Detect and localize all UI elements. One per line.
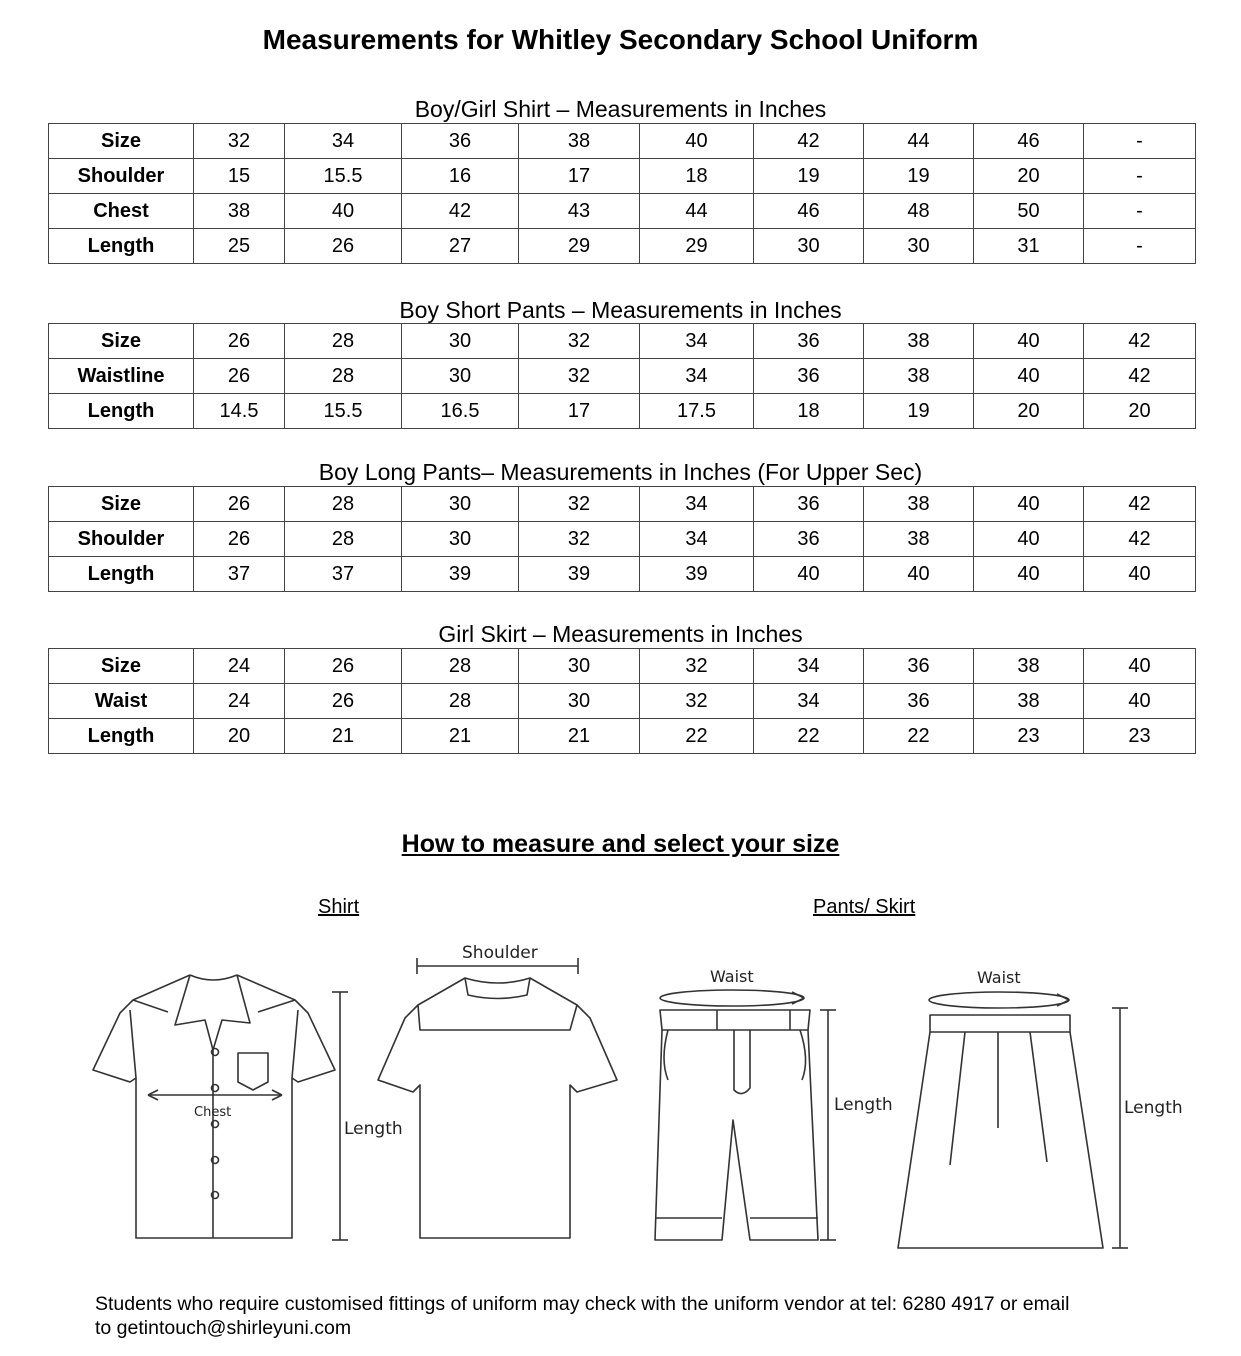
table-row [49,719,1196,754]
table-cell: 18 [754,394,864,429]
table-cell: 32 [519,487,640,522]
table-cell: - [1084,194,1196,229]
table-cell: 48 [864,194,974,229]
shirt-length-bar [332,992,348,1240]
table-row [49,159,1196,194]
pants-waist-arrow [660,990,804,1006]
table-cell: 36 [864,649,974,684]
table-cell: 38 [194,194,285,229]
table-cell: 40 [974,487,1084,522]
table-cell: 32 [519,359,640,394]
table-cell: 40 [974,359,1084,394]
table-cell: 36 [754,487,864,522]
table-cell: 21 [402,719,519,754]
table-cell: 26 [285,684,402,719]
shirt-measurements-table [48,123,1196,264]
table-cell: 21 [519,719,640,754]
table-cell: 32 [519,324,640,359]
shirt-back-illustration [378,978,617,1238]
table-cell: 22 [754,719,864,754]
table-cell: 28 [285,324,402,359]
row-label: Size [49,324,194,359]
table-cell: 30 [864,229,974,264]
table-cell: 44 [864,124,974,159]
table-cell: 19 [864,394,974,429]
row-label: Shoulder [49,159,194,194]
table-cell: 43 [519,194,640,229]
table-cell: 16 [402,159,519,194]
table-cell: 32 [640,649,754,684]
table-cell: - [1084,229,1196,264]
table-cell: 19 [754,159,864,194]
table-row [49,522,1196,557]
table-cell: 36 [754,522,864,557]
table-cell: 40 [1084,684,1196,719]
table-cell: 15.5 [285,394,402,429]
table-cell: 20 [1084,394,1196,429]
table-cell: 30 [402,359,519,394]
table-cell: 36 [402,124,519,159]
table-cell: 40 [754,557,864,592]
table-cell: 38 [974,684,1084,719]
table-row [49,324,1196,359]
table-cell: 29 [519,229,640,264]
table-cell: 34 [640,522,754,557]
table-cell: 42 [1084,359,1196,394]
table-row [49,229,1196,264]
table-cell: 39 [640,557,754,592]
table-cell: 30 [519,649,640,684]
table-cell: 42 [754,124,864,159]
pants-length-bar [820,1010,836,1240]
skirt-table-caption: Girl Skirt – Measurements in Inches [438,621,803,647]
table-cell: 40 [640,124,754,159]
chest-label: Chest [194,1105,232,1120]
row-label: Length [49,394,194,429]
table-cell: 28 [402,649,519,684]
table-cell: 36 [864,684,974,719]
table-cell: 24 [194,684,285,719]
table-cell: 40 [1084,649,1196,684]
table-cell: 26 [194,324,285,359]
table-row [49,124,1196,159]
table-cell: 31 [974,229,1084,264]
row-label: Waistline [49,359,194,394]
table-cell: 37 [194,557,285,592]
table-cell: 38 [519,124,640,159]
table-cell: 38 [864,487,974,522]
table-cell: 38 [974,649,1084,684]
table-cell: 26 [194,487,285,522]
skirt-length-bar [1112,1008,1128,1248]
table-cell: 30 [754,229,864,264]
skirt-measurements-table [48,648,1196,754]
table-cell: 36 [754,359,864,394]
table-cell: 42 [402,194,519,229]
shirt-length-label: Length [344,1119,403,1139]
table-cell: 25 [194,229,285,264]
table-cell: 40 [1084,557,1196,592]
long-pants-measurements-table [48,486,1196,592]
table-cell: 32 [194,124,285,159]
row-label: Length [49,557,194,592]
table-row [49,649,1196,684]
table-cell: 26 [194,522,285,557]
table-cell: 42 [1084,522,1196,557]
table-cell: 34 [640,324,754,359]
table-cell: 40 [974,557,1084,592]
table-cell: 46 [754,194,864,229]
table-cell: 23 [1084,719,1196,754]
footer-note [95,1292,1165,1340]
table-row [49,394,1196,429]
row-label: Size [49,124,194,159]
pants-skirt-section-label: Pants/ Skirt [813,896,916,918]
row-label: Chest [49,194,194,229]
pants-waist-label: Waist [710,967,754,986]
table-cell: 28 [285,522,402,557]
howto-heading: How to measure and select your size [401,830,840,858]
skirt-waist-arrow [929,992,1069,1008]
table-cell: 24 [194,649,285,684]
skirt-waist-label: Waist [977,968,1021,987]
table-cell: 30 [402,324,519,359]
table-row [49,557,1196,592]
table-cell: 28 [285,487,402,522]
pants-illustration [655,1010,818,1240]
measurement-diagrams [0,930,1241,1260]
table-cell: 50 [974,194,1084,229]
table-cell: 16.5 [402,394,519,429]
table-cell: - [1084,159,1196,194]
table-cell: 18 [640,159,754,194]
row-label: Size [49,487,194,522]
table-cell: 32 [519,522,640,557]
table-cell: 44 [640,194,754,229]
table-cell: 15.5 [285,159,402,194]
table-cell: 32 [640,684,754,719]
table-cell: 28 [402,684,519,719]
table-cell: 39 [402,557,519,592]
table-cell: 29 [640,229,754,264]
row-label: Shoulder [49,522,194,557]
table-cell: 38 [864,522,974,557]
footer-line-1: Students who require customised fittings of uniform may check with the uniform vendor at tel: 6280 4917 or email [95,1293,1070,1315]
table-cell: 30 [519,684,640,719]
table-cell: 40 [974,522,1084,557]
table-cell: 20 [974,394,1084,429]
table-cell: 40 [864,557,974,592]
table-cell: 27 [402,229,519,264]
table-cell: 26 [285,649,402,684]
table-cell: 23 [974,719,1084,754]
table-cell: 34 [285,124,402,159]
skirt-illustration [898,1015,1103,1248]
long-pants-table-caption: Boy Long Pants– Measurements in Inches (For Upper Sec) [318,459,923,485]
table-cell: - [1084,124,1196,159]
table-cell: 22 [640,719,754,754]
table-row [49,359,1196,394]
table-cell: 22 [864,719,974,754]
table-cell: 30 [402,487,519,522]
table-cell: 34 [754,649,864,684]
table-cell: 36 [754,324,864,359]
table-cell: 34 [754,684,864,719]
table-cell: 17 [519,159,640,194]
table-cell: 38 [864,324,974,359]
table-cell: 17 [519,394,640,429]
row-label: Size [49,649,194,684]
skirt-length-label: Length [1124,1098,1183,1118]
shirt-section-label: Shirt [318,896,360,918]
table-cell: 37 [285,557,402,592]
table-cell: 39 [519,557,640,592]
table-cell: 42 [1084,487,1196,522]
table-row [49,194,1196,229]
table-row [49,684,1196,719]
row-label: Length [49,229,194,264]
shoulder-label: Shoulder [462,943,538,963]
table-row [49,487,1196,522]
page-title: Measurements for Whitley Secondary School Uniform [262,24,979,55]
table-cell: 26 [285,229,402,264]
table-cell: 14.5 [194,394,285,429]
shirt-table-caption: Boy/Girl Shirt – Measurements in Inches [414,96,827,122]
short-pants-table-caption: Boy Short Pants – Measurements in Inches [399,297,842,323]
table-cell: 26 [194,359,285,394]
table-cell: 19 [864,159,974,194]
table-cell: 30 [402,522,519,557]
table-cell: 40 [285,194,402,229]
table-cell: 46 [974,124,1084,159]
table-cell: 28 [285,359,402,394]
footer-line-2: to getintouch@shirleyuni.com [95,1317,352,1339]
pants-length-label: Length [834,1095,893,1115]
row-label: Waist [49,684,194,719]
table-cell: 34 [640,487,754,522]
table-cell: 40 [974,324,1084,359]
table-cell: 20 [974,159,1084,194]
table-cell: 38 [864,359,974,394]
table-cell: 42 [1084,324,1196,359]
table-cell: 34 [640,359,754,394]
table-cell: 17.5 [640,394,754,429]
table-cell: 21 [285,719,402,754]
table-cell: 20 [194,719,285,754]
table-cell: 15 [194,159,285,194]
row-label: Length [49,719,194,754]
short-pants-measurements-table [48,323,1196,429]
